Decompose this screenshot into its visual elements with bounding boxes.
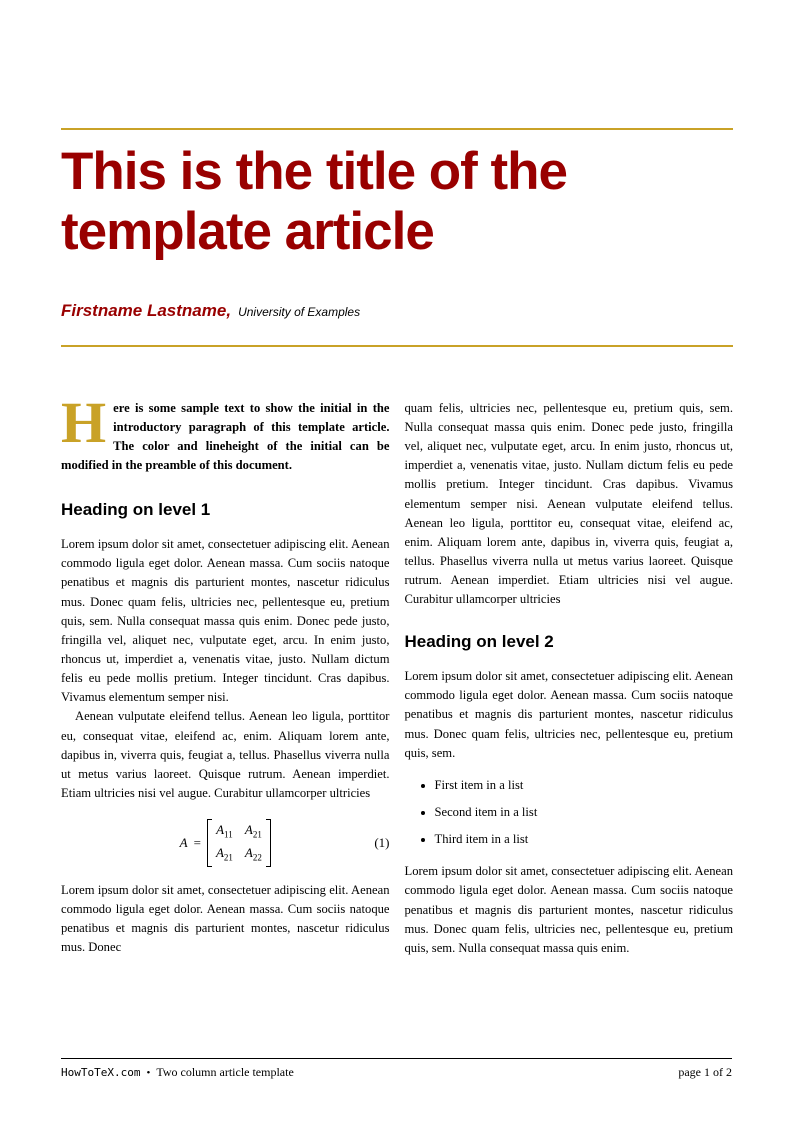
equals-sign: =	[193, 835, 201, 851]
page-number: page 1 of 2	[678, 1065, 732, 1079]
equation-lhs: A	[179, 835, 188, 851]
matrix-cell: $A_{11}$	[216, 822, 233, 840]
equation-1	[61, 819, 390, 867]
article-title: This is the title of the template article	[61, 142, 568, 262]
body-paragraph: Lorem ipsum dolor sit amet, consectetuer adipiscing elit. Aenean commodo ligula eget dolor. Aenean massa. Cum sociis natoque penatibus et magnis dis parturient montes, nascetur ridiculus mus. Donec quam felis, ultricies nec, pellentesque eu, pretium quis, sem.	[404, 669, 733, 760]
footer-site-name: HowToTeX.com	[61, 1066, 141, 1079]
right-bracket	[266, 819, 271, 867]
list-item: • First item in a list	[435, 776, 734, 795]
body-paragraph: Lorem ipsum dolor sit amet, consectetuer adipiscing elit. Aenean commodo ligula eget dolor. Aenean massa. Cum sociis natoque penatibus et magnis dis parturient montes, nascetur ridiculus mus. Donec quam felis, ultricies nec, pellentesque eu, pretium quis, sem. Nulla consequat massa quis enim.	[404, 864, 733, 955]
top-rule	[61, 128, 733, 130]
author-affiliation: University of Examples	[238, 304, 361, 319]
intro-text: ere is some sample text to show the initial in the introductory paragraph of this template article. The color and lineheight of the initial can be modified in the preamble of this document.	[61, 400, 390, 473]
footer-description: Two column article template	[156, 1065, 294, 1079]
footer-bullet-icon: •	[146, 1067, 151, 1079]
two-column-body	[61, 389, 733, 958]
footer-left	[61, 1065, 294, 1080]
matrix-cell: $A_{21}$	[215, 845, 233, 864]
list-item: • Second item in a list	[435, 803, 734, 822]
left-column	[61, 389, 390, 958]
author-name: Firstname Lastname,	[61, 300, 232, 320]
heading-level-1: Heading on level 1	[61, 500, 211, 520]
intro-paragraph	[61, 389, 390, 476]
matrix-cell: $A_{21}$	[244, 822, 262, 840]
dropcap-initial: H	[61, 389, 107, 455]
right-column	[405, 399, 734, 958]
body-paragraph: Lorem ipsum dolor sit amet, consectetuer adipiscing elit. Aenean commodo ligula eget dolor. Aenean massa. Cum sociis natoque penatibus et magnis dis parturient montes, nascetur ridiculus mus. Donec	[61, 882, 390, 955]
body-paragraph: Lorem ipsum dolor sit amet, consectetuer adipiscing elit. Aenean commodo ligula eget dolor. Aenean massa. Cum sociis natoque penatibus et magnis dis parturient montes, nascetur ridiculus mus. Donec quam felis, ultricies nec, pellentesque eu, pretium quis, sem. Nulla consequat massa quis enim. Donec pede justo, fringilla vel, aliquet nec, vulputate eget, arcu. In enim justo, rhoncus ut, imperdiet a, venenatis vitae, justo. Nullam dictum felis eu pede mollis pretium. Integer tincidunt. Cras dapibus. Vivamus elementum semper nisi.	[61, 537, 390, 705]
author-row	[61, 301, 733, 321]
matrix	[212, 819, 266, 867]
equation-number: (1)	[374, 835, 390, 851]
list-item: • Third item in a list	[435, 830, 734, 849]
matrix-cell: $A_{22}$	[244, 845, 262, 864]
body-paragraph: Aenean vulputate eleifend tellus. Aenean leo ligula, porttitor eu, consequat vitae, eleifend ac, enim. Aliquam lorem ante, dapibus in, viverra quis, feugiat a, tellus. Phasellus viverra nulla ut metus varius laoreet. Quisque rutrum. Aenean imperdiet. Etiam ultricies nisi vel augue. Curabitur ullamcorper ultricies	[61, 709, 390, 801]
author-rule	[61, 345, 733, 347]
body-paragraph: quam felis, ultricies nec, pellentesque eu, pretium quis, sem. Nulla consequat massa quis enim. Donec pede justo, fringilla vel, aliquet nec, vulputate eget, arcu. In enim justo, rhoncus ut, imperdiet a, venenatis vitae, justo. Nullam dictum felis eu pede mollis pretium. Integer tincidunt. Cras dapibus. Vivamus elementum semper nisi. Aenean vulputate eleifend tellus. Aenean leo ligula, porttitor eu, consequat vitae, eleifend ac, enim. Aliquam lorem ante, dapibus in, viverra quis, feugiat a, tellus. Phasellus viverra nulla ut metus varius laoreet. Quisque rutrum. Aenean imperdiet. Etiam ultricies nisi vel augue. Curabitur ullamcorper ultricies	[404, 400, 733, 607]
page-footer	[61, 1058, 732, 1080]
equation-body	[180, 819, 271, 867]
heading-level-2: Heading on level 2	[404, 632, 554, 652]
bullet-list	[405, 776, 734, 849]
